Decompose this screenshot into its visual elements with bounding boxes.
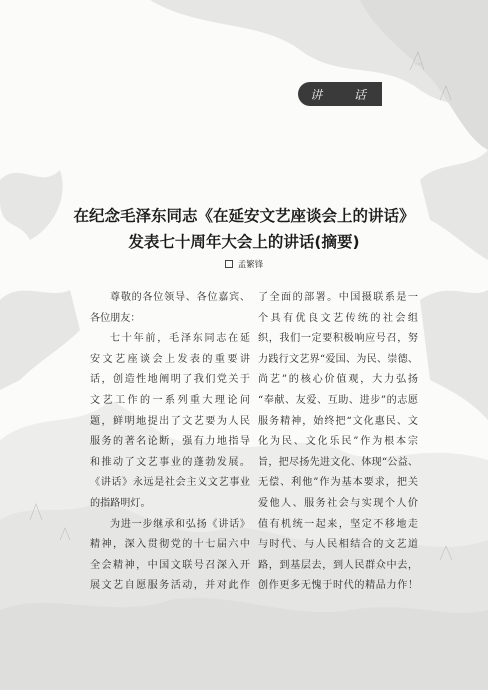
section-tab — [298, 82, 382, 106]
text-line: 化为民、文化乐民”作为根本宗 — [258, 436, 418, 448]
text-line: 路，到基层去，到人民群众中去， — [258, 559, 418, 571]
text-line: 爱他人、服务社会与实现个人价 — [258, 497, 418, 509]
text-line: 全会精神，中国文联号召深入开 — [90, 559, 250, 571]
title-line-2: 发表七十周年大会上的讲话(摘要) — [128, 233, 360, 251]
text-line: 个具有优良文艺传统的社会组 — [258, 312, 418, 324]
text-line: 题，鲜明地提出了文艺要为人民 — [90, 415, 250, 427]
text-line: 为进一步继承和弘扬《讲话》 — [110, 518, 250, 530]
left-column — [90, 288, 250, 597]
text-line: “奉献、友爱、互助、进步”的志愿 — [258, 394, 418, 406]
text-line: 与时代、与人民相结合的文艺道 — [258, 539, 418, 551]
text-line: 值有机统一起来，坚定不移地走 — [258, 518, 418, 530]
right-column — [258, 288, 418, 597]
text-line: 织，我们一定要积极响应号召，努 — [258, 333, 418, 345]
byline-square-icon — [225, 260, 233, 268]
text-line: 的指路明灯。 — [90, 497, 151, 509]
text-line: 服务的著名论断，强有力地指导 — [90, 436, 250, 448]
text-line: 各位朋友： — [90, 312, 141, 324]
text-line: 旨，把尽扬先进文化、体现“公益、 — [258, 456, 418, 468]
text-line: 《讲话》永远是社会主义文艺事业 — [90, 477, 250, 489]
text-line: 安文艺座谈会上发表的重要讲 — [90, 353, 250, 365]
text-line: 七十年前，毛泽东同志在延 — [110, 333, 250, 345]
text-line: 服务精神，始终把“文化惠民、文 — [258, 415, 418, 427]
text-line: 精神，深入贯彻党的十七届六中 — [90, 539, 250, 551]
text-line: 尚艺”的核心价值观，大力弘扬 — [258, 374, 418, 386]
text-line: 力践行文艺界“爱国、为民、崇德、 — [258, 353, 418, 365]
text-line: 和推动了文艺事业的蓬勃发展。 — [90, 456, 250, 468]
text-line: 文艺工作的一系列重大理论问 — [90, 394, 250, 406]
text-line: 展文艺自愿服务活动，并对此作 — [90, 580, 250, 592]
text-line: 创作更多无愧于时代的精品力作！ — [258, 580, 418, 592]
text-line: 话，创造性地阐明了我们党关于 — [90, 374, 250, 386]
author-name: 孟繁锋 — [237, 260, 264, 270]
text-line: 无偿、利他”作为基本要求，把关 — [258, 477, 418, 489]
section-label: 讲 话 — [310, 87, 380, 102]
text-line: 尊敬的各位领导、各位嘉宾、 — [110, 292, 250, 303]
byline — [0, 258, 488, 270]
title-line-1: 在纪念毛泽东同志《在延安文艺座谈会上的讲话》 — [73, 207, 415, 225]
text-line: 了全面的部署。中国摄联系是一 — [258, 292, 418, 303]
